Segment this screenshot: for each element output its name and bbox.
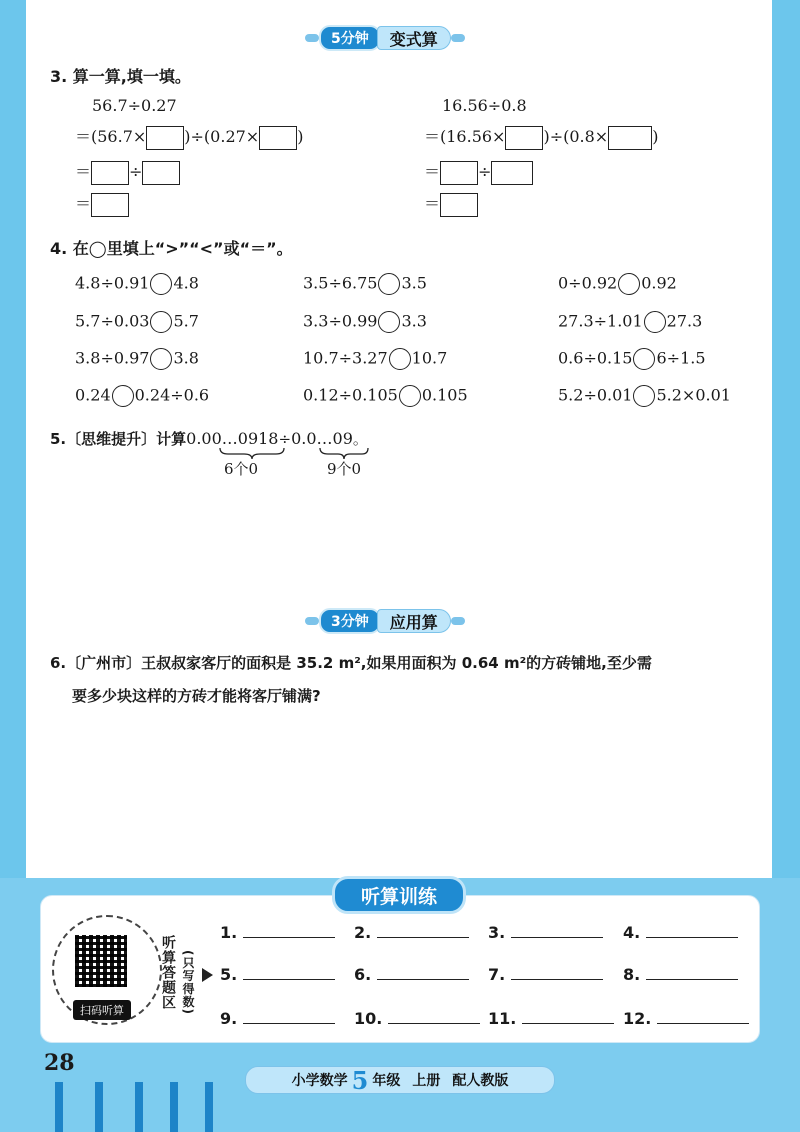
answer-box[interactable]: [505, 126, 543, 150]
answer-box[interactable]: [440, 193, 478, 217]
compare-item: 0.12÷0.105 0.105: [303, 385, 468, 407]
answer-line[interactable]: [243, 923, 335, 938]
q3-title: 3. 算一算,填一填。: [50, 67, 191, 86]
footer-edition: 配人教版: [452, 1073, 509, 1089]
q5-divisor: 0.0…09: [291, 429, 353, 448]
compare-circle[interactable]: [618, 273, 640, 295]
q4-title: 4. 在◯里填上“>”“<”或“＝”。: [50, 239, 293, 258]
listening-title: 听算训练: [332, 876, 466, 914]
answer-slot[interactable]: 2.: [354, 923, 469, 942]
footer-grade-num: 5: [351, 1065, 369, 1095]
answer-box[interactable]: [440, 161, 478, 185]
answer-line[interactable]: [243, 965, 335, 980]
compare-item: 3.3÷0.99 3.3: [303, 311, 427, 333]
footer-grade: 年级: [372, 1073, 401, 1089]
footer-volume: 上册: [412, 1073, 441, 1089]
answer-slot[interactable]: 1.: [220, 923, 335, 942]
compare-item: 3.8÷0.97 3.8: [75, 348, 199, 370]
answer-line[interactable]: [646, 923, 738, 938]
page-frame-left: [0, 0, 26, 880]
listening-side-note: (只写得数): [181, 950, 195, 1015]
compare-item: 4.8÷0.91 4.8: [75, 273, 199, 295]
compare-item: 0.24 0.24÷0.6: [75, 385, 209, 407]
q5-prefix: 5.〔思维提升〕计算: [50, 430, 187, 448]
answer-slot[interactable]: 12.: [623, 1009, 749, 1028]
q3-right-expr: 16.56÷0.8: [442, 96, 527, 115]
q5-brace-a-label: 6个0: [224, 460, 259, 478]
compare-circle[interactable]: [378, 273, 400, 295]
section-badge-2: [305, 609, 465, 633]
answer-box[interactable]: [259, 126, 297, 150]
compare-circle[interactable]: [150, 311, 172, 333]
answer-line[interactable]: [388, 1009, 480, 1024]
section-label: 变式算: [377, 26, 451, 50]
answer-slot[interactable]: 8.: [623, 965, 738, 984]
section-time: 5分钟: [319, 25, 381, 51]
compare-item: 0÷0.92 0.92: [558, 273, 677, 295]
compare-item: 3.5÷6.75 3.5: [303, 273, 427, 295]
listening-side-label: 听算答题区: [160, 935, 176, 1010]
q3-left-expr: 56.7÷0.27: [92, 96, 177, 115]
answer-line[interactable]: [511, 923, 603, 938]
decor-stripe: [135, 1082, 143, 1132]
play-arrow-icon: [202, 968, 213, 982]
q5-end: 。: [352, 430, 368, 448]
q5-operator: ÷: [278, 430, 292, 448]
answer-box[interactable]: [146, 126, 184, 150]
compare-circle[interactable]: [150, 348, 172, 370]
answer-slot[interactable]: 11.: [488, 1009, 614, 1028]
answer-slot[interactable]: 10.: [354, 1009, 480, 1028]
q6-line1: 6.〔广州市〕王叔叔家客厅的面积是 35.2 m²,如果用面积为 0.64 m²的方砖铺地,至少需: [50, 654, 652, 672]
q5-dividend: 0.00…0918: [186, 429, 279, 448]
page-number: 28: [44, 1050, 75, 1076]
compare-circle[interactable]: [150, 273, 172, 295]
answer-slot[interactable]: 5.: [220, 965, 335, 984]
answer-line[interactable]: [522, 1009, 614, 1024]
q3-left-step3: ＝: [75, 191, 129, 217]
q5-brace-b-label: 9个0: [327, 460, 362, 478]
page-frame-right: [772, 0, 800, 880]
qr-label: 扫码听算: [73, 1000, 131, 1020]
qr-code-icon[interactable]: [75, 935, 127, 987]
compare-item: 5.7÷0.03 5.7: [75, 311, 199, 333]
section-time: 3分钟: [319, 608, 381, 634]
q3-right-step3: ＝: [424, 191, 478, 217]
q3-left-step2: ＝ ÷: [75, 159, 180, 185]
decor-stripe: [205, 1082, 213, 1132]
section-label: 应用算: [377, 609, 451, 633]
compare-item: 27.3÷1.01 27.3: [558, 311, 702, 333]
answer-slot[interactable]: 7.: [488, 965, 603, 984]
section-badge-1: [305, 26, 465, 50]
compare-circle[interactable]: [389, 348, 411, 370]
answer-line[interactable]: [511, 965, 603, 980]
compare-circle[interactable]: [112, 385, 134, 407]
answer-line[interactable]: [657, 1009, 749, 1024]
answer-box[interactable]: [91, 193, 129, 217]
compare-circle[interactable]: [378, 311, 400, 333]
answer-slot[interactable]: 3.: [488, 923, 603, 942]
q3-left-step1: ＝(56.7× )÷(0.27× ): [75, 124, 303, 150]
compare-item: 0.6÷0.15 6÷1.5: [558, 348, 706, 370]
compare-circle[interactable]: [399, 385, 421, 407]
q3-right-step2: ＝ ÷: [424, 159, 533, 185]
answer-slot[interactable]: 9.: [220, 1009, 335, 1028]
compare-circle[interactable]: [633, 348, 655, 370]
compare-circle[interactable]: [644, 311, 666, 333]
answer-line[interactable]: [243, 1009, 335, 1024]
answer-line[interactable]: [377, 923, 469, 938]
answer-line[interactable]: [377, 965, 469, 980]
answer-box[interactable]: [608, 126, 652, 150]
answer-slot[interactable]: 4.: [623, 923, 738, 942]
answer-line[interactable]: [646, 965, 738, 980]
q3-right-step1: ＝(16.56× )÷(0.8× ): [424, 124, 658, 150]
answer-box[interactable]: [91, 161, 129, 185]
q6-line2: 要多少块这样的方砖才能将客厅铺满?: [72, 687, 321, 705]
decor-stripe: [55, 1082, 63, 1132]
decor-stripe: [170, 1082, 178, 1132]
answer-box[interactable]: [142, 161, 180, 185]
answer-box[interactable]: [491, 161, 533, 185]
footer-band: [245, 1066, 555, 1094]
compare-item: 10.7÷3.27 10.7: [303, 348, 447, 370]
answer-slot[interactable]: 6.: [354, 965, 469, 984]
compare-circle[interactable]: [633, 385, 655, 407]
compare-item: 5.2÷0.01 5.2×0.01: [558, 385, 731, 407]
footer-subject: 小学数学: [291, 1073, 348, 1089]
decor-stripe: [95, 1082, 103, 1132]
